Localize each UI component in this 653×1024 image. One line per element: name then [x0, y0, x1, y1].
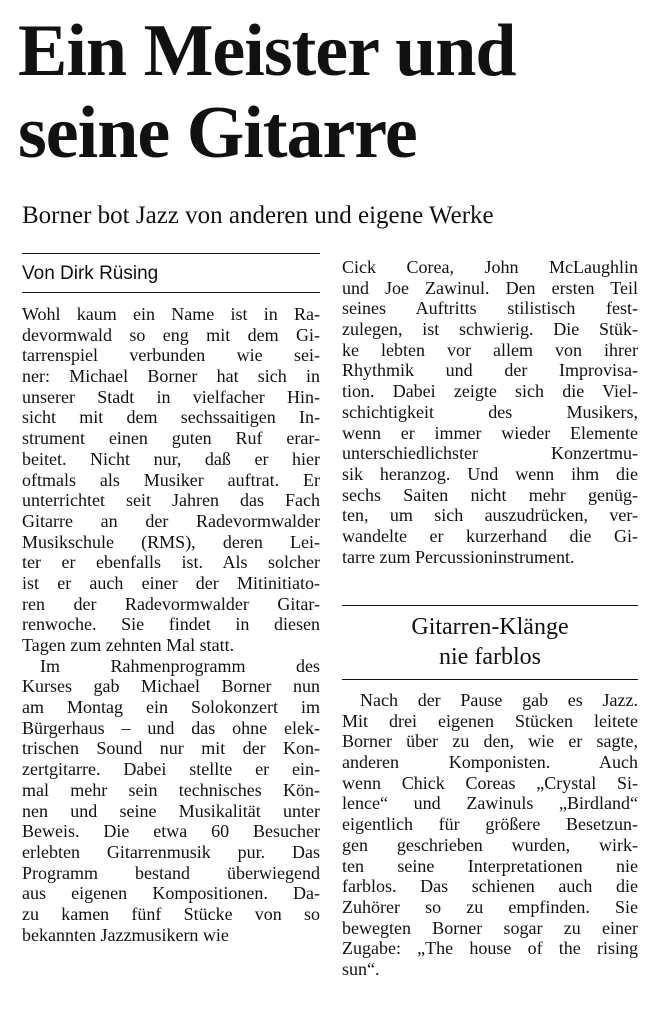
column-text-line: gen geschrieben wurden, wirk- — [342, 834, 638, 855]
column-text-line: bekannten Jazzmusikern wie — [22, 924, 229, 945]
column-text-line: Beweis. Die etwa 60 Besucher — [22, 821, 320, 842]
column-text-line: ten, um sich auszudrücken, ver- — [342, 505, 638, 526]
column-text-line: renwoche. Sie findet in diesen — [22, 614, 320, 635]
article-crosshead — [342, 612, 638, 672]
column-text-line: ner: Michael Borner hat sich in — [22, 366, 320, 387]
column-text-line: farblos. Das schienen auch die — [342, 876, 638, 897]
column-text-line: zu kamen fünf Stücke von so — [22, 903, 320, 924]
column-text-line: Zugabe: „The house of the rising — [342, 938, 638, 959]
column-text-line: Rhythmik und der Improvisa- — [342, 360, 638, 381]
article-byline: Von Dirk Rüsing — [22, 263, 159, 284]
column-text-line: und Joe Zawinul. Den ersten Teil — [342, 277, 638, 298]
headline-line-2: seine Gitarre — [18, 92, 417, 174]
column-text-line: unterschiedlichster Konzertmu- — [342, 443, 638, 464]
column-text-line: Musikschule (RMS), deren Lei- — [22, 531, 320, 552]
column-text-line: Bürgerhaus – und das ohne elek- — [22, 717, 320, 738]
column-text-line: wenn Chick Coreas „Crystal Si- — [342, 772, 638, 793]
column-text-line: ten seine Interpretationen nie — [342, 855, 638, 876]
article-headline — [18, 10, 638, 174]
column-text-line: Mit drei eigenen Stücken leitete — [342, 710, 638, 731]
column-text-line: ist er auch einer der Mitinitiato- — [22, 572, 320, 593]
column-text-line: tion. Dabei zeigte sich die Viel- — [342, 381, 638, 402]
column-text-line: oftmals als Musiker auftrat. Er — [22, 469, 320, 490]
column-text-line: erlebten Gitarrenmusik pur. Das — [22, 841, 320, 862]
column-text-line: unterrichtet seit Jahren das Fach — [22, 490, 320, 511]
article-column-right-bottom — [342, 690, 638, 980]
column-text-line: Wohl kaum ein Name ist in Ra- — [22, 304, 320, 324]
column-text-line: tarre zum Percussioninstrument. — [342, 546, 575, 567]
column-text-line: unserer Stadt in vielfacher Hin- — [22, 386, 320, 407]
column-text-line: Nach der Pause gab es Jazz. — [360, 690, 638, 710]
column-text-line: Tagen zum zehnten Mal statt. — [22, 635, 235, 655]
article-subheadline: Borner bot Jazz von anderen und eigene Werke — [22, 202, 494, 229]
column-text-line: mal mehr sein technisches Kön- — [22, 779, 320, 800]
column-text-line: sik heranzog. Und wenn ihm die — [342, 463, 638, 484]
column-text-line: wenn er immer wieder Elemente — [342, 422, 638, 443]
article-column-right-top — [342, 257, 638, 567]
column-text-line: strument einen guten Ruf erar- — [22, 428, 320, 449]
column-text-line: sicht mit dem sechssaitigen In- — [22, 407, 320, 428]
column-text-line: eigentlich für größere Besetzun- — [342, 814, 638, 835]
column-text-line: am Montag ein Solokonzert im — [22, 697, 320, 718]
column-text-line: Gitarre an der Radevormwalder — [22, 510, 320, 531]
byline-bottom-rule — [22, 292, 320, 293]
crosshead-line-2: nie farblos — [439, 644, 541, 670]
column-text-line: nen und seine Musikalität unter — [22, 800, 320, 821]
crosshead-top-rule — [342, 605, 638, 606]
column-text-line: Im Rahmenprogramm des — [40, 655, 320, 676]
column-text-line: tarrenspiel verbunden wie sei- — [22, 345, 320, 366]
column-text-line: Borner über zu den, wie er sagte, — [342, 731, 638, 752]
column-text-line: zulegen, ist schwierig. Die Stük- — [342, 319, 638, 340]
column-text-line: ter er ebenfalls ist. Als solcher — [22, 552, 320, 573]
column-text-line: zertgitarre. Dabei stellte er ein- — [22, 759, 320, 780]
column-text-line: trischen Sound nur mit der Kon- — [22, 738, 320, 759]
column-text-line: Zuhörer so zu empfinden. Sie — [342, 896, 638, 917]
column-text-line: Programm bestand überwiegend — [22, 862, 320, 883]
column-text-line: lence“ und Zawinuls „Birdland“ — [342, 793, 638, 814]
column-text-line: sechs Saiten nicht mehr genüg- — [342, 484, 638, 505]
column-text-line: Cick Corea, John McLaughlin — [342, 257, 638, 277]
column-text-line: sun“. — [342, 958, 380, 979]
column-text-line: Kurses gab Michael Borner nun — [22, 676, 320, 697]
column-text-line: seines Auftritts stilistisch fest- — [342, 298, 638, 319]
headline-line-1: Ein Meister und — [18, 10, 516, 92]
column-text-line: schichtigkeit des Musikers, — [342, 401, 638, 422]
column-text-line: bewegten Borner sogar zu einer — [342, 917, 638, 938]
column-text-line: ke lebten vor allem von ihrer — [342, 339, 638, 360]
article-column-left — [22, 304, 320, 945]
column-text-line: devormwald so eng mit dem Gi- — [22, 324, 320, 345]
column-text-line: beitet. Nicht nur, daß er hier — [22, 448, 320, 469]
column-text-line: wandelte er kurzerhand die Gi- — [342, 525, 638, 546]
byline-top-rule — [22, 253, 320, 254]
column-text-line: ren der Radevormwalder Gitar- — [22, 593, 320, 614]
column-text-line: aus eigenen Kompositionen. Da- — [22, 883, 320, 904]
crosshead-line-1: Gitarren-Klänge — [411, 614, 569, 640]
column-text-line: anderen Komponisten. Auch — [342, 752, 638, 773]
crosshead-bottom-rule — [342, 679, 638, 680]
